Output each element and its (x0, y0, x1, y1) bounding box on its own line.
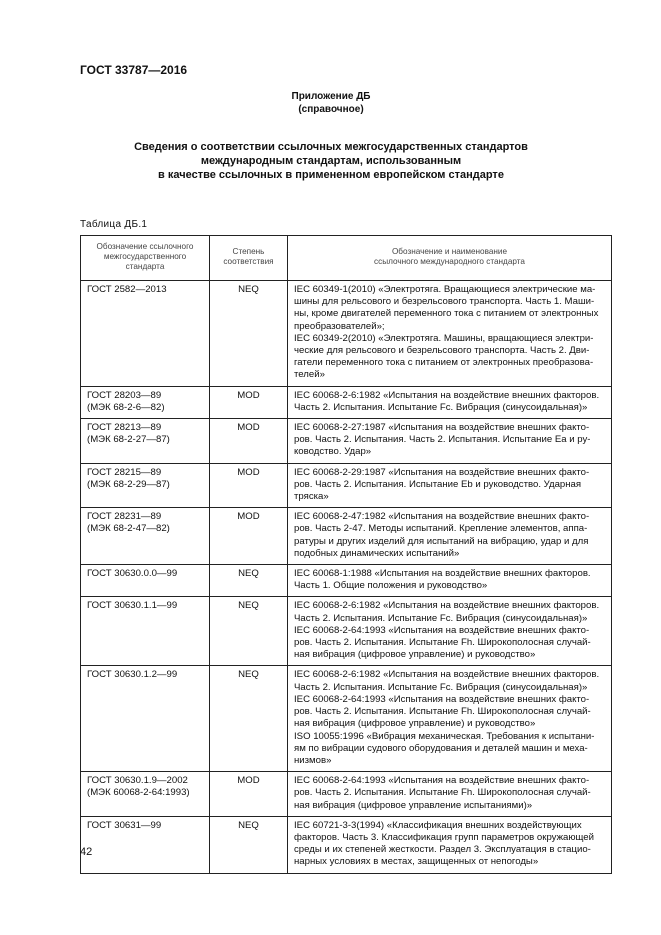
reference-line: IEC 60068-2-64:1993 «Испытания на воздействие внешних факто- (294, 775, 590, 787)
header-line: Обозначение и наименование (391, 247, 508, 256)
reference-line: ям по вибрации судового оборудования и деталей машин и меха- (294, 742, 588, 754)
cell-reference (288, 508, 612, 565)
table-row (81, 597, 612, 666)
reference-line: Часть 2. Испытания. Испытание Fc. Вибрация (синусоидальная)» (294, 681, 588, 693)
cell-designation (81, 666, 210, 772)
designation-line: ГОСТ 28203—89 (87, 389, 162, 401)
table-row (81, 508, 612, 565)
reference-line: ров. Часть 2. Испытания. Испытание Fh. Широкополосная случай- (294, 787, 591, 799)
standard-code: ГОСТ 33787—2016 (80, 63, 188, 77)
reference-line: телей» (294, 369, 325, 381)
cell-designation (81, 565, 210, 597)
reference-line: ководство. Удар» (294, 446, 372, 458)
table-row (81, 463, 612, 508)
column-header-reference (288, 236, 612, 281)
designation-line: (МЭК 68-2-6—82) (87, 401, 165, 413)
cell-reference (288, 666, 612, 772)
reference-line: IEC 60349-2(2010) «Электротяга. Машины, вращающиеся электри- (294, 332, 594, 344)
cell-degree: MOD (210, 386, 288, 418)
table-header-row (81, 236, 612, 281)
reference-line: IEC 60068-2-64:1993 «Испытания на воздействие внешних факто- (294, 693, 590, 705)
table-row (81, 666, 612, 772)
reference-line: среды и их степеней жесткости. Раздел 3. Эксплуатация в стацио- (294, 844, 591, 856)
designation-line: ГОСТ 30630.1.2—99 (87, 669, 178, 681)
cell-degree: NEQ (210, 565, 288, 597)
cell-designation (81, 597, 210, 666)
cell-designation (81, 508, 210, 565)
cell-degree: MOD (210, 419, 288, 464)
table-row (81, 816, 612, 873)
reference-line: IEC 60068-2-6:1982 «Испытания на воздействие внешних факторов. (294, 389, 600, 401)
designation-line: (МЭК 68-2-29—87) (87, 478, 170, 490)
column-header-designation (81, 236, 210, 281)
cell-degree: NEQ (210, 597, 288, 666)
header-line: Степень (232, 247, 265, 256)
table-row (81, 565, 612, 597)
reference-line: Часть 2. Испытания. Испытание Fc. Вибрация (синусоидальная)» (294, 612, 588, 624)
designation-line: ГОСТ 30630.1.1—99 (87, 600, 178, 612)
cell-reference (288, 597, 612, 666)
designation-line: (МЭК 68-2-47—82) (87, 523, 170, 535)
designation-line: (МЭК 68-2-27—87) (87, 434, 170, 446)
cell-degree: MOD (210, 772, 288, 817)
appendix-title (80, 140, 582, 182)
reference-line: ная вибрация (цифровое управление испытаниями)» (294, 799, 533, 811)
cell-reference (288, 419, 612, 464)
cell-designation (81, 816, 210, 873)
cell-reference (288, 463, 612, 508)
appendix-heading-line: Приложение ДБ (291, 91, 371, 102)
reference-line: тряска» (294, 491, 329, 503)
designation-line: ГОСТ 30630.0.0—99 (87, 568, 178, 580)
reference-line: гатели переменного тока с питанием от электронных преобразова- (294, 357, 594, 369)
header-line: стандарта (125, 262, 165, 271)
appendix-heading (80, 90, 582, 116)
reference-line: преобразователей»; (294, 320, 385, 332)
cell-reference (288, 386, 612, 418)
designation-line: ГОСТ 28215—89 (87, 466, 162, 478)
reference-line: IEC 60068-2-6:1982 «Испытания на воздействие внешних факторов. (294, 600, 600, 612)
designation-line: ГОСТ 2582—2013 (87, 284, 167, 295)
cell-degree: MOD (210, 508, 288, 565)
reference-line: IEC 60068-2-47:1982 «Испытания на воздействие внешних факто- (294, 511, 590, 523)
header-line: соответствия (223, 257, 274, 266)
reference-line: IEC 60068-2-27:1987 «Испытания на воздействие внешних факто- (294, 422, 590, 434)
appendix-heading-line: (справочное) (298, 104, 364, 115)
reference-line: факторов. Часть 3. Классификация групп параметров окружающей (294, 831, 595, 843)
reference-line: нарных условиях в местах, защищенных от непогоды» (294, 856, 539, 868)
reference-line: ная вибрация (цифровое управление) и руководство» (294, 649, 536, 661)
designation-line: (МЭК 60068-2-64:1993) (87, 787, 190, 799)
reference-line: Часть 1. Общие положения и руководство» (294, 580, 488, 592)
reference-line: шины для рельсового и безрельсового транспорта. Часть 1. Маши- (294, 296, 595, 308)
appendix-title-line: международным стандартам, использованным (200, 155, 462, 167)
cell-degree: NEQ (210, 666, 288, 772)
column-header-degree (210, 236, 288, 281)
reference-line: ров. Часть 2-47. Методы испытаний. Крепление элементов, аппа- (294, 523, 588, 535)
reference-line: IEC 60721-3-3(1994) «Классификация внешних воздействующих (294, 819, 582, 831)
header-line: межгосударственного (103, 252, 187, 261)
table-row (81, 419, 612, 464)
cell-designation (81, 281, 210, 387)
reference-line: низмов» (294, 754, 332, 766)
reference-line: IEC 60068-2-29:1987 «Испытания на воздействие внешних факто- (294, 466, 590, 478)
designation-line: ГОСТ 28231—89 (87, 511, 162, 523)
cell-designation (81, 463, 210, 508)
cell-degree: NEQ (210, 816, 288, 873)
cell-reference (288, 565, 612, 597)
reference-line: Часть 2. Испытания. Испытание Fc. Вибрация (синусоидальная)» (294, 401, 588, 413)
reference-line: IEC 60068-2-64:1993 «Испытания на воздействие внешних факто- (294, 624, 590, 636)
reference-line: подобных динамических испытаний» (294, 547, 460, 559)
cell-reference (288, 281, 612, 387)
reference-line: ров. Часть 2. Испытания. Часть 2. Испытания. Испытание Ea и ру- (294, 434, 591, 446)
reference-line: ческие для рельсового и безрельсового транспорта. Часть 2. Дви- (294, 345, 590, 357)
table-label: Таблица ДБ.1 (80, 219, 148, 230)
table-row (81, 281, 612, 387)
cell-degree: MOD (210, 463, 288, 508)
cell-reference (288, 772, 612, 817)
reference-line: ров. Часть 2. Испытания. Испытание Fh. Широкополосная случай- (294, 706, 591, 718)
designation-line: ГОСТ 28213—89 (87, 422, 162, 434)
reference-line: ISO 10055:1996 «Вибрация механическая. Требования к испытани- (294, 730, 595, 742)
cell-designation (81, 386, 210, 418)
page-number: 42 (80, 846, 93, 858)
cell-designation (81, 419, 210, 464)
cell-designation (81, 772, 210, 817)
header-line: Обозначение ссылочного (96, 242, 194, 251)
reference-line: IEC 60068-1:1988 «Испытания на воздействие внешних факторов. (294, 568, 591, 580)
reference-line: IEC 60068-2-6:1982 «Испытания на воздействие внешних факторов. (294, 669, 600, 681)
designation-line: ГОСТ 30631—99 (87, 819, 162, 831)
reference-line: ная вибрация (цифровое управление) и руководство» (294, 718, 536, 730)
table-row (81, 772, 612, 817)
designation-line: ГОСТ 30630.1.9—2002 (87, 775, 188, 787)
appendix-title-line: в качестве ссылочных в примененном европейском стандарте (158, 169, 504, 181)
cell-degree: NEQ (210, 281, 288, 387)
appendix-title-line: Сведения о соответствии ссылочных межгосударственных стандартов (134, 141, 528, 153)
header-line: ссылочного международного стандарта (374, 257, 525, 266)
cell-reference (288, 816, 612, 873)
table-body (81, 281, 612, 874)
reference-line: IEC 60349-1(2010) «Электротяга. Вращающиеся электрические ма- (294, 284, 596, 295)
reference-line: ратуры и других изделий для испытаний на вибрацию, удар и для (294, 535, 589, 547)
reference-line: ны, кроме двигателей переменного тока с питанием от электронных (294, 308, 599, 320)
reference-standards-table (80, 235, 612, 874)
reference-line: ров. Часть 2. Испытания. Испытание Eb и руководство. Ударная (294, 478, 582, 490)
reference-line: ров. Часть 2. Испытания. Испытание Fh. Широкополосная случай- (294, 637, 591, 649)
table-row (81, 386, 612, 418)
